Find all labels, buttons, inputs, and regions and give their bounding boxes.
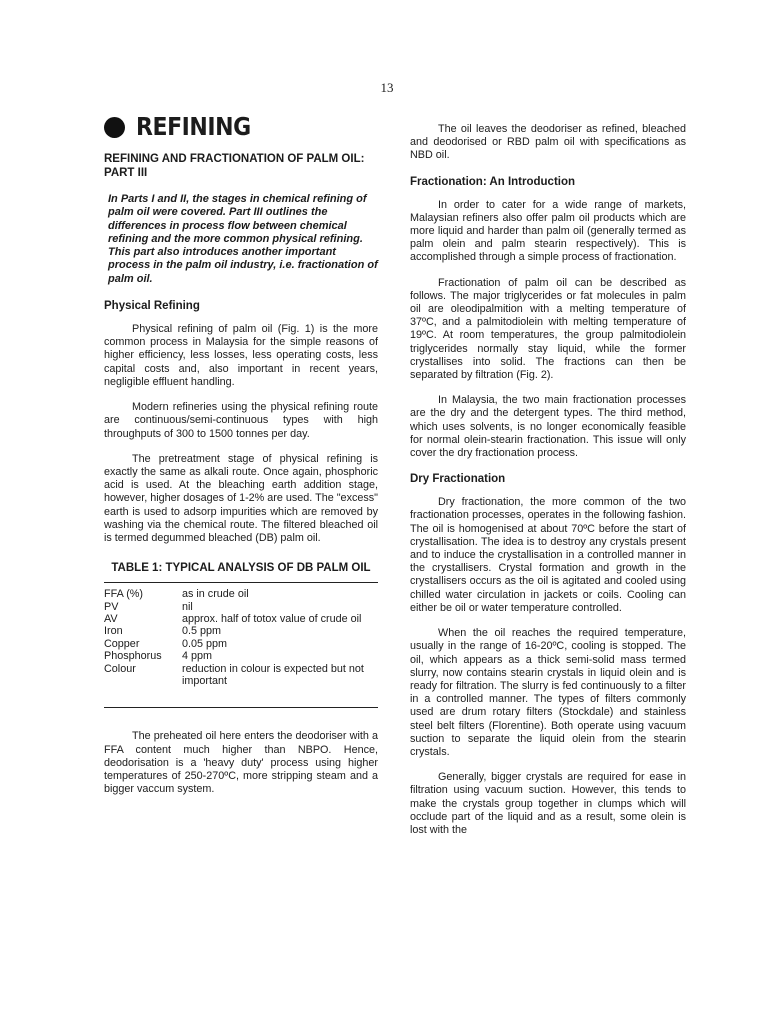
table-row (104, 650, 378, 662)
table-key: Phosphorus (104, 650, 162, 663)
table-title: TABLE 1: TYPICAL ANALYSIS OF DB PALM OIL (111, 562, 371, 575)
fractionation-heading: Fractionation: An Introduction (410, 175, 576, 188)
article-intro: In Parts I and II, the stages in chemical refining of palm oil were covered. Part III outlines the differences in process flow between chemical refining and the more common physical refining. This part also introduces another important process in the palm oil industry, i.e. fractionation of palm oil. (108, 193, 378, 285)
table-value: reduction in colour is expected but not important (182, 662, 364, 687)
table-key: PV (104, 600, 119, 613)
deodorisation-paragraph: The preheated oil here enters the deodoriser with a FFA content much higher than NBPO. Hence, deodorisation is a 'heavy duty' process using higher temperatures of 250-270ºC, more stripping steam and a bigger vaccum system. (104, 730, 378, 796)
table-value: 0.5 ppm (182, 625, 222, 638)
table-row (104, 625, 378, 637)
section-heading (104, 112, 378, 142)
table-key: AV (104, 612, 118, 625)
table-row (104, 638, 378, 650)
article-title: REFINING AND FRACTIONATION OF PALM OIL: PART III (104, 153, 365, 179)
table-key: Colour (104, 662, 136, 675)
dry-fractionation-paragraph: Dry fractionation, the more common of the two fractionation processes, operates in the following fashion. The oil is homogenised at about 70ºC before the start of crystallisation. The idea is to destroy any crystals present and to induce the crystallisation in a controlled manner in the crystallisers. Crystal formation and growth in the crystallisers occurs as the oil is agitated and cooled using chilled water circulation in jackets or coils. Cooling can either be oil or water temperature controlled. (410, 496, 686, 614)
table-key: FFA (%) (104, 588, 143, 601)
left-column (104, 112, 378, 808)
physical-refining-heading: Physical Refining (104, 300, 200, 313)
bullet-icon (104, 117, 125, 138)
table-value: nil (182, 600, 193, 613)
physical-refining-paragraph: Modern refineries using the physical refining route are continuous/semi-continuous types with high throughputs of 300 to 1500 tonnes per day. (104, 401, 378, 440)
deodoriser-paragraph: The oil leaves the deodoriser as refined, bleached and deodorised or RBD palm oil with specifications as NBD oil. (410, 123, 686, 162)
analysis-table (104, 588, 378, 687)
table-value: 4 ppm (182, 650, 213, 663)
section-title: REFINING (136, 112, 251, 141)
table-row (104, 663, 378, 688)
table-bottom-rule (104, 707, 378, 708)
table-value: as in crude oil (182, 588, 249, 601)
table-key: Iron (104, 625, 123, 638)
table-top-rule (104, 582, 378, 583)
table-row (104, 613, 378, 625)
physical-refining-paragraph: Physical refining of palm oil (Fig. 1) is the more common process in Malaysia for the simple reasons of higher efficiency, less losses, less operating costs, less capital costs and, also important in recent years, negligible effluent handling. (104, 323, 378, 388)
fractionation-paragraph: Fractionation of palm oil can be described as follows. The major triglycerides or fat molecules in palm oil are oleodipalmition with a melting temperature of 37ºC, and a palmitodiolein with melting temperature of 19ºC. At room temperatures, the group palmitodiolein triglycerides normally stay liquid, while the former crystallises into solid. The fractions can then be separated by filtration (Fig. 2). (410, 276, 686, 382)
fractionation-paragraph: In Malaysia, the two main fractionation processes are the dry and the detergent types. The third method, which uses solvents, is no longer economically feasible for normal olein-stearin fractionation. This issue will only cover the dry fractionation process. (410, 394, 686, 460)
fractionation-paragraph: In order to cater for a wide range of markets, Malaysian refiners also offer palm oil products which are more liquid and harder than palm oil (generally termed as palm olein and palm stearin respectively). This is accomplished through a simple process of fractionation. (410, 198, 686, 264)
dry-fractionation-paragraph: When the oil reaches the required temperature, usually in the range of 16-20ºC, cooling is stopped. The oil, which appears as a thick semi-solid mass termed slurry, now contains stearin crystals in liquid olein and is ready for filtration. The slurry is fed continuously to a filter in a controlled manner. The types of filters commonly used are drum rotary filters (Stockdale) and stainless steel belt filters (Florentine). Both operate using vacuum suction to separate the liquid olein from the stearin crystals. (410, 627, 686, 758)
right-column (410, 123, 686, 849)
physical-refining-paragraph: The pretreatment stage of physical refining is exactly the same as alkali route. Once again, phosphoric acid is used. At the bleaching earth addition stage, however, higher dosages of 1-2% are used. The "excess" earth is used to adsorp impurities which are removed by washing via the chemical route. The filtered bleached oil is termed degummed bleached (DB) palm oil. (104, 452, 378, 544)
dry-fractionation-paragraph: Generally, bigger crystals are required for ease in filtration using vacuum suction. However, this tends to make the crystals group together in clumps which will occlude part of the liquid and as a result, some olein is lost with the (410, 771, 686, 836)
table-row (104, 601, 378, 613)
table-value: 0.05 ppm (182, 637, 228, 650)
dry-fractionation-heading: Dry Fractionation (410, 473, 506, 486)
table-row (104, 588, 378, 600)
table-value: approx. half of totox value of crude oil (182, 612, 362, 625)
page-number: 13 (380, 80, 394, 95)
table-key: Copper (104, 637, 140, 650)
